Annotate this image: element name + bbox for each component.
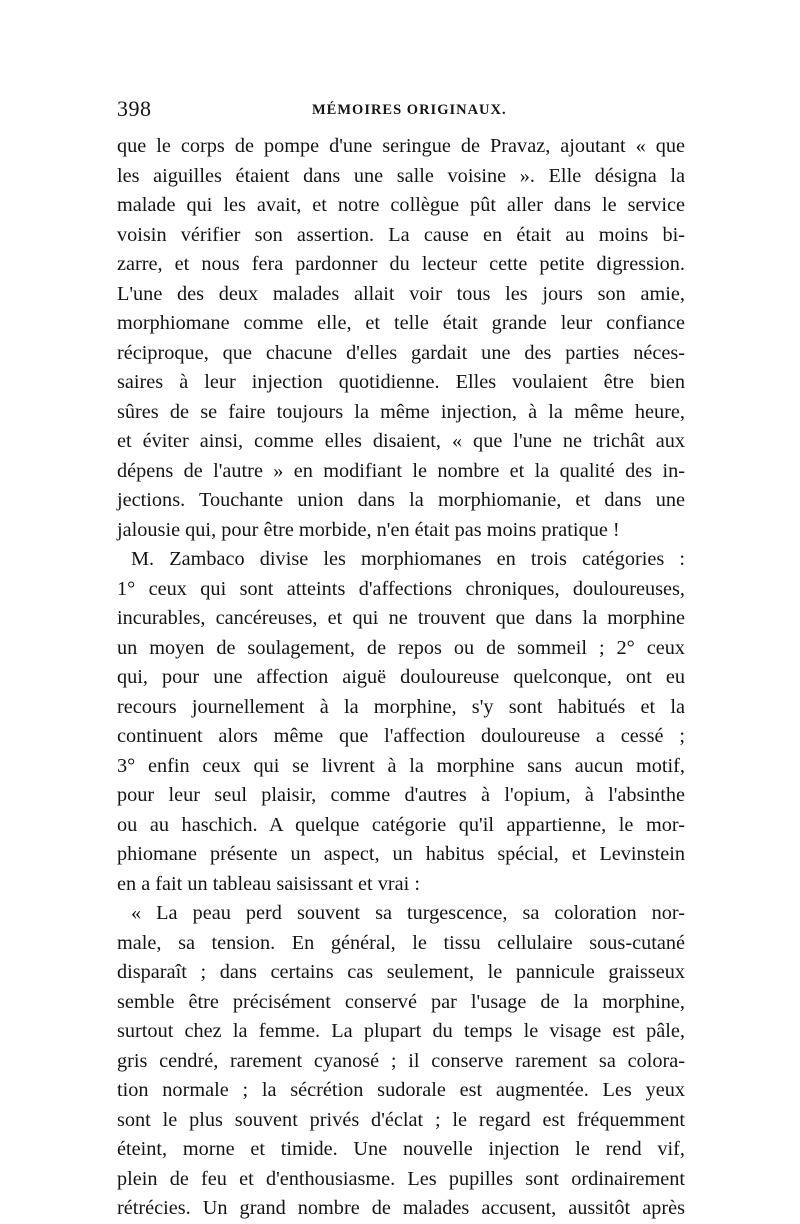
text-line: voisin vérifier son assertion. La cause en était au moins bi- bbox=[117, 223, 685, 246]
text-line: dépens de l'autre » en modifiant le nombre et la qualité des in- bbox=[117, 459, 685, 482]
text-line: surtout chez la femme. La plupart du temps le visage est pâle, bbox=[117, 1020, 685, 1042]
text-line: male, sa tension. En général, le tissu cellulaire sous-cutané bbox=[117, 931, 685, 954]
text-line: plein de feu et d'enthousiasme. Les pupilles sont ordinairement bbox=[117, 1167, 685, 1190]
text-line: gris cendré, rarement cyanosé ; il conserve rarement sa colora- bbox=[117, 1049, 685, 1072]
text-line: jalousie qui, pour être morbide, n'en était pas moins pratique ! bbox=[117, 518, 620, 541]
text-line: rétrécies. Un grand nombre de malades accusent, aussitôt après bbox=[117, 1197, 685, 1219]
text-line: malade qui les avait, et notre collègue pût aller dans le service bbox=[117, 194, 685, 216]
text-line: incurables, cancéreuses, et qui ne trouvent que dans la morphine bbox=[117, 607, 685, 629]
text-line: « La peau perd souvent sa turgescence, sa coloration nor- bbox=[131, 902, 685, 924]
text-line: recours journellement à la morphine, s'y sont habitués et la bbox=[117, 695, 685, 718]
text-line: saires à leur injection quotidienne. Elles voulaient être bien bbox=[117, 371, 685, 393]
text-line: semble être précisément conservé par l'usage de la morphine, bbox=[117, 990, 685, 1013]
text-line: et éviter ainsi, comme elles disaient, « que l'une ne trichât aux bbox=[117, 430, 685, 452]
text-line: sûres de se faire toujours la même injection, à la même heure, bbox=[117, 400, 685, 423]
text-line: L'une des deux malades allait voir tous les jours son amie, bbox=[117, 282, 685, 305]
running-head bbox=[117, 94, 685, 124]
body-text bbox=[117, 132, 685, 1224]
running-title: MÉMOIRES ORIGINAUX. bbox=[312, 102, 507, 118]
text-line: que le corps de pompe d'une seringue de Pravaz, ajoutant « que bbox=[117, 135, 685, 157]
text-line: ou au haschich. A quelque catégorie qu'il appartienne, le mor- bbox=[117, 813, 685, 836]
text-line: un moyen de soulagement, de repos ou de sommeil ; 2° ceux bbox=[117, 636, 685, 659]
text-line: morphiomane comme elle, et telle était grande leur confiance bbox=[117, 312, 685, 334]
text-line: zarre, et nous fera pardonner du lecteur cette petite digression. bbox=[117, 253, 685, 275]
text-line: éteint, morne et timide. Une nouvelle injection le rend vif, bbox=[117, 1138, 685, 1160]
text-line: 1° ceux qui sont atteints d'affections chroniques, douloureuses, bbox=[117, 577, 685, 600]
text-line: 3° enfin ceux qui se livrent à la morphine sans aucun motif, bbox=[117, 754, 685, 777]
text-line: disparaît ; dans certains cas seulement, le pannicule graisseux bbox=[117, 961, 685, 983]
text-line: en a fait un tableau saisissant et vrai : bbox=[117, 872, 420, 895]
text-line: qui, pour une affection aiguë douloureuse quelconque, ont eu bbox=[117, 666, 685, 688]
page-number: 398 bbox=[117, 96, 152, 121]
text-line: tion normale ; la sécrétion sudorale est augmentée. Les yeux bbox=[117, 1079, 685, 1101]
text-line: réciproque, que chacune d'elles gardait une des parties néces- bbox=[117, 341, 685, 364]
text-line: continuent alors même que l'affection douloureuse a cessé ; bbox=[117, 725, 685, 747]
text-line: sont le plus souvent privés d'éclat ; le regard est fréquemment bbox=[117, 1108, 685, 1131]
text-line: pour leur seul plaisir, comme d'autres à l'opium, à l'absinthe bbox=[117, 784, 685, 806]
text-line: jections. Touchante union dans la morphiomanie, et dans une bbox=[117, 489, 685, 511]
text-line: M. Zambaco divise les morphiomanes en trois catégories : bbox=[131, 548, 685, 570]
text-line: phiomane présente un aspect, un habitus spécial, et Levinstein bbox=[117, 843, 685, 865]
text-line: les aiguilles étaient dans une salle voisine ». Elle désigna la bbox=[117, 164, 685, 187]
